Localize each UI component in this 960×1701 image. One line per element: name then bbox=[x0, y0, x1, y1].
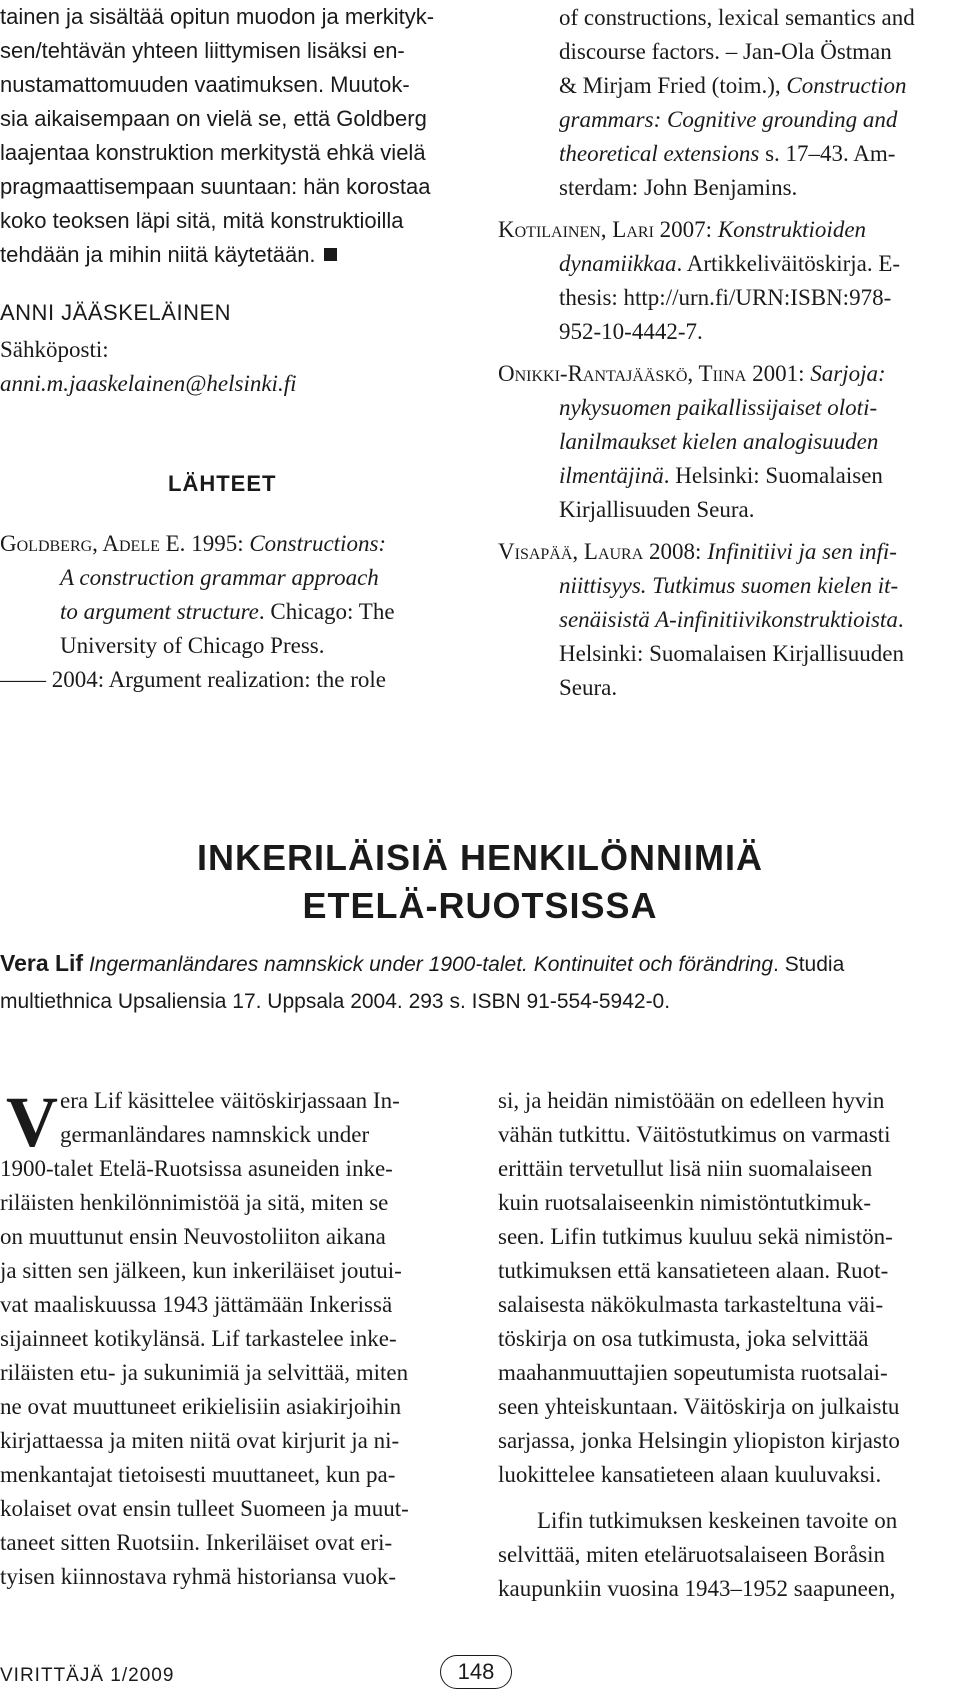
ref-text: . bbox=[897, 607, 904, 632]
reference-line: of constructions, lexical semantics and bbox=[559, 5, 915, 30]
text-line: tainen ja sisältää opitun muodon ja merkityk- bbox=[0, 4, 435, 29]
text-line: menkantajat tietoisesti muuttaneet, kun pa- bbox=[0, 1462, 396, 1487]
reference-line: Seura. bbox=[559, 675, 618, 700]
journal-issue: VIRITTÄJÄ 1/2009 bbox=[0, 1665, 175, 1686]
ref-author: Visapää, Laura bbox=[498, 539, 644, 564]
reference-line: University of Chicago Press. bbox=[60, 633, 325, 658]
text-line: kolaiset ovat ensin tulleet Suomeen ja muut- bbox=[0, 1496, 409, 1521]
ref-text: 2004: Argument realization: the role bbox=[51, 667, 387, 692]
book-title: Ingermanländares namnskick under 1900-talet. Kontinuitet och förändring bbox=[88, 953, 774, 976]
text-line: riläisten etu- ja sukunimiä ja selvittää, miten bbox=[0, 1360, 409, 1385]
ref-publisher: . Chicago: The bbox=[258, 599, 395, 624]
reference-line bbox=[559, 464, 883, 487]
text-line: laajentaa konstruktion merkitystä ehkä vielä bbox=[0, 140, 426, 165]
ref-repeat-dash: —— bbox=[0, 667, 46, 692]
text-line: kirjattaessa ja miten niitä ovat kirjurit ja ni- bbox=[0, 1428, 400, 1453]
reference-line: thesis: http://urn.fi/URN:ISBN:978- bbox=[559, 285, 892, 310]
ref-text: . Artikkeliväitöskirja. E- bbox=[676, 251, 901, 276]
reference-line: lanilmaukset kielen analogisuuden bbox=[559, 429, 879, 454]
text-line: sen/tehtävän yhteen liittymisen lisäksi en- bbox=[0, 38, 405, 63]
email-label: Sähköposti: bbox=[0, 337, 109, 362]
book-series: . Studia bbox=[773, 953, 845, 976]
text-line: nustamattomuuden vaatimuksen. Muutok- bbox=[0, 72, 410, 97]
ref-author: Onikki-Rantajääskö, Tiina bbox=[498, 361, 747, 386]
text-line: pragmaattisempaan suuntaan: hän korostaa bbox=[0, 174, 431, 199]
reference-line bbox=[559, 74, 907, 97]
drop-cap: V bbox=[6, 1082, 58, 1162]
ref-title: Sarjoja: bbox=[810, 361, 886, 386]
text-line: kuin ruotsalaiseenkin nimistöntutkimuk- bbox=[498, 1190, 872, 1215]
reference-line: A construction grammar approach bbox=[60, 565, 379, 590]
end-of-article-mark-icon bbox=[324, 248, 337, 261]
page-number: 148 bbox=[440, 1655, 512, 1689]
reference-line: sterdam: John Benjamins. bbox=[559, 175, 798, 200]
text-line: germanländares namnskick under bbox=[60, 1122, 370, 1147]
reference-line bbox=[559, 142, 895, 165]
ref-title: Constructions: bbox=[249, 531, 387, 556]
reference-line bbox=[559, 252, 900, 275]
reference-line: Helsinki: Suomalaisen Kirjallisuuden bbox=[559, 641, 904, 666]
text-line: era Lif käsittelee väitöskirjassaan In- bbox=[60, 1088, 400, 1113]
reference-onikki-rantajaasko bbox=[498, 362, 886, 385]
ref-title: senäisistä A-infinitiivikonstruktioista bbox=[559, 607, 898, 632]
text-line: tyisen kiinnostava ryhmä historiansa vuok- bbox=[0, 1564, 397, 1589]
text-line: erittäin tervetullut lisä niin suomalaiseen bbox=[498, 1156, 873, 1181]
ref-author: Goldberg, Adele E. bbox=[0, 531, 186, 556]
author-name: ANNI JÄÄSKELÄINEN bbox=[0, 300, 232, 325]
text-line-last bbox=[0, 244, 337, 266]
ref-year: 1995: bbox=[185, 531, 250, 556]
ref-title: to argument structure bbox=[60, 599, 259, 624]
text-line: koko teoksen läpi sitä, mitä konstruktioilla bbox=[0, 208, 404, 233]
reference-line: nykysuomen paikallissijaiset oloti- bbox=[559, 395, 878, 420]
reference-line: 952-10-4442-7. bbox=[559, 319, 703, 344]
text-line-content: tehdään ja mihin niitä käytetään. bbox=[0, 242, 316, 267]
reference-goldberg-2004 bbox=[0, 668, 386, 691]
text-line: si, ja heidän nimistöään on edelleen hyvin bbox=[498, 1088, 885, 1113]
text-line: maahanmuuttajien sopeutumista ruotsalai- bbox=[498, 1360, 888, 1385]
reference-goldberg-1995 bbox=[0, 532, 386, 555]
text-line: kaupunkiin vuosina 1943–1952 saapuneen, bbox=[498, 1576, 896, 1601]
review-title-line-1: INKERILÄISIÄ HENKILÖNNIMIÄ bbox=[197, 837, 763, 878]
reference-line: niittisyys. Tutkimus suomen kielen it- bbox=[559, 573, 899, 598]
text-line: luokittelee kansatieteen alaan kuuluvaksi. bbox=[498, 1462, 882, 1487]
ref-title: Construction bbox=[786, 73, 907, 98]
text-line: sijainneet kotikylänsä. Lif tarkastelee inke- bbox=[0, 1326, 397, 1351]
book-author: Vera Lif bbox=[0, 950, 84, 976]
ref-title: dynamiikkaa bbox=[559, 251, 677, 276]
text-line: ja sitten sen jälkeen, kun inkeriläiset joutui- bbox=[0, 1258, 402, 1283]
ref-title: Infinitiivi ja sen infi- bbox=[707, 539, 897, 564]
text-line: 1900-talet Etelä-Ruotsissa asuneiden inke- bbox=[0, 1156, 393, 1181]
text-line: tutkimuksen että kansatieteen alaan. Ruot- bbox=[498, 1258, 889, 1283]
review-title-line-2: ETELÄ-RUOTSISSA bbox=[302, 885, 658, 926]
book-info-line-2: multiethnica Upsaliensia 17. Uppsala 2004. 293 s. ISBN 91-554-5942-0. bbox=[0, 990, 671, 1013]
ref-text: . Helsinki: Suomalaisen bbox=[663, 463, 883, 488]
text-line: selvittää, miten eteläruotsalaiseen Boråsin bbox=[498, 1542, 886, 1567]
ref-title: Konstruktioiden bbox=[717, 217, 867, 242]
text-line: ne ovat muuttuneet erikielisiin asiakirjoihin bbox=[0, 1394, 402, 1419]
ref-year: 2007: bbox=[653, 217, 718, 242]
text-line: taneet sitten Ruotsiin. Inkeriläiset ovat eri- bbox=[0, 1530, 393, 1555]
references-heading: LÄHTEET bbox=[168, 471, 277, 496]
text-line: on muuttunut ensin Neuvostoliiton aikana bbox=[0, 1224, 386, 1249]
reference-line bbox=[60, 600, 395, 623]
ref-title: theoretical extensions bbox=[559, 141, 760, 166]
text-line: vat maaliskuussa 1943 jättämään Inkerissä bbox=[0, 1292, 393, 1317]
text-line: seen yhteiskuntaan. Väitöskirja on julkaistu bbox=[498, 1394, 900, 1419]
ref-text: & Mirjam Fried (toim.), bbox=[559, 73, 787, 98]
reference-line: grammars: Cognitive grounding and bbox=[559, 107, 898, 132]
ref-year: 2001: bbox=[746, 361, 811, 386]
reference-line bbox=[559, 608, 904, 631]
ref-author: Kotilainen, Lari bbox=[498, 217, 654, 242]
paragraph-first-line: Lifin tutkimuksen keskeinen tavoite on bbox=[537, 1508, 898, 1533]
ref-year: 2008: bbox=[643, 539, 708, 564]
reference-line: discourse factors. – Jan-Ola Östman bbox=[559, 39, 892, 64]
text-line: salaisesta näkökulmasta tarkasteltuna väi- bbox=[498, 1292, 884, 1317]
reference-line: Kirjallisuuden Seura. bbox=[559, 497, 755, 522]
ref-title: ilmentäjinä bbox=[559, 463, 664, 488]
text-line: vähän tutkittu. Väitöstutkimus on varmasti bbox=[498, 1122, 891, 1147]
ref-text: s. 17–43. Am- bbox=[759, 141, 896, 166]
text-line: töskirja on osa tutkimusta, joka selvittää bbox=[498, 1326, 869, 1351]
reference-kotilainen bbox=[498, 218, 866, 241]
text-line: sarjassa, jonka Helsingin yliopiston kirjasto bbox=[498, 1428, 900, 1453]
text-line: sia aikaisempaan on vielä se, että Goldberg bbox=[0, 106, 427, 131]
text-line: seen. Lifin tutkimus kuuluu sekä nimistön- bbox=[498, 1224, 893, 1249]
book-info bbox=[0, 952, 844, 975]
text-line: riläisten henkilönnimistöä ja sitä, miten se bbox=[0, 1190, 389, 1215]
reference-visapaa bbox=[498, 540, 897, 563]
author-email: anni.m.jaaskelainen@helsinki.fi bbox=[0, 371, 297, 396]
